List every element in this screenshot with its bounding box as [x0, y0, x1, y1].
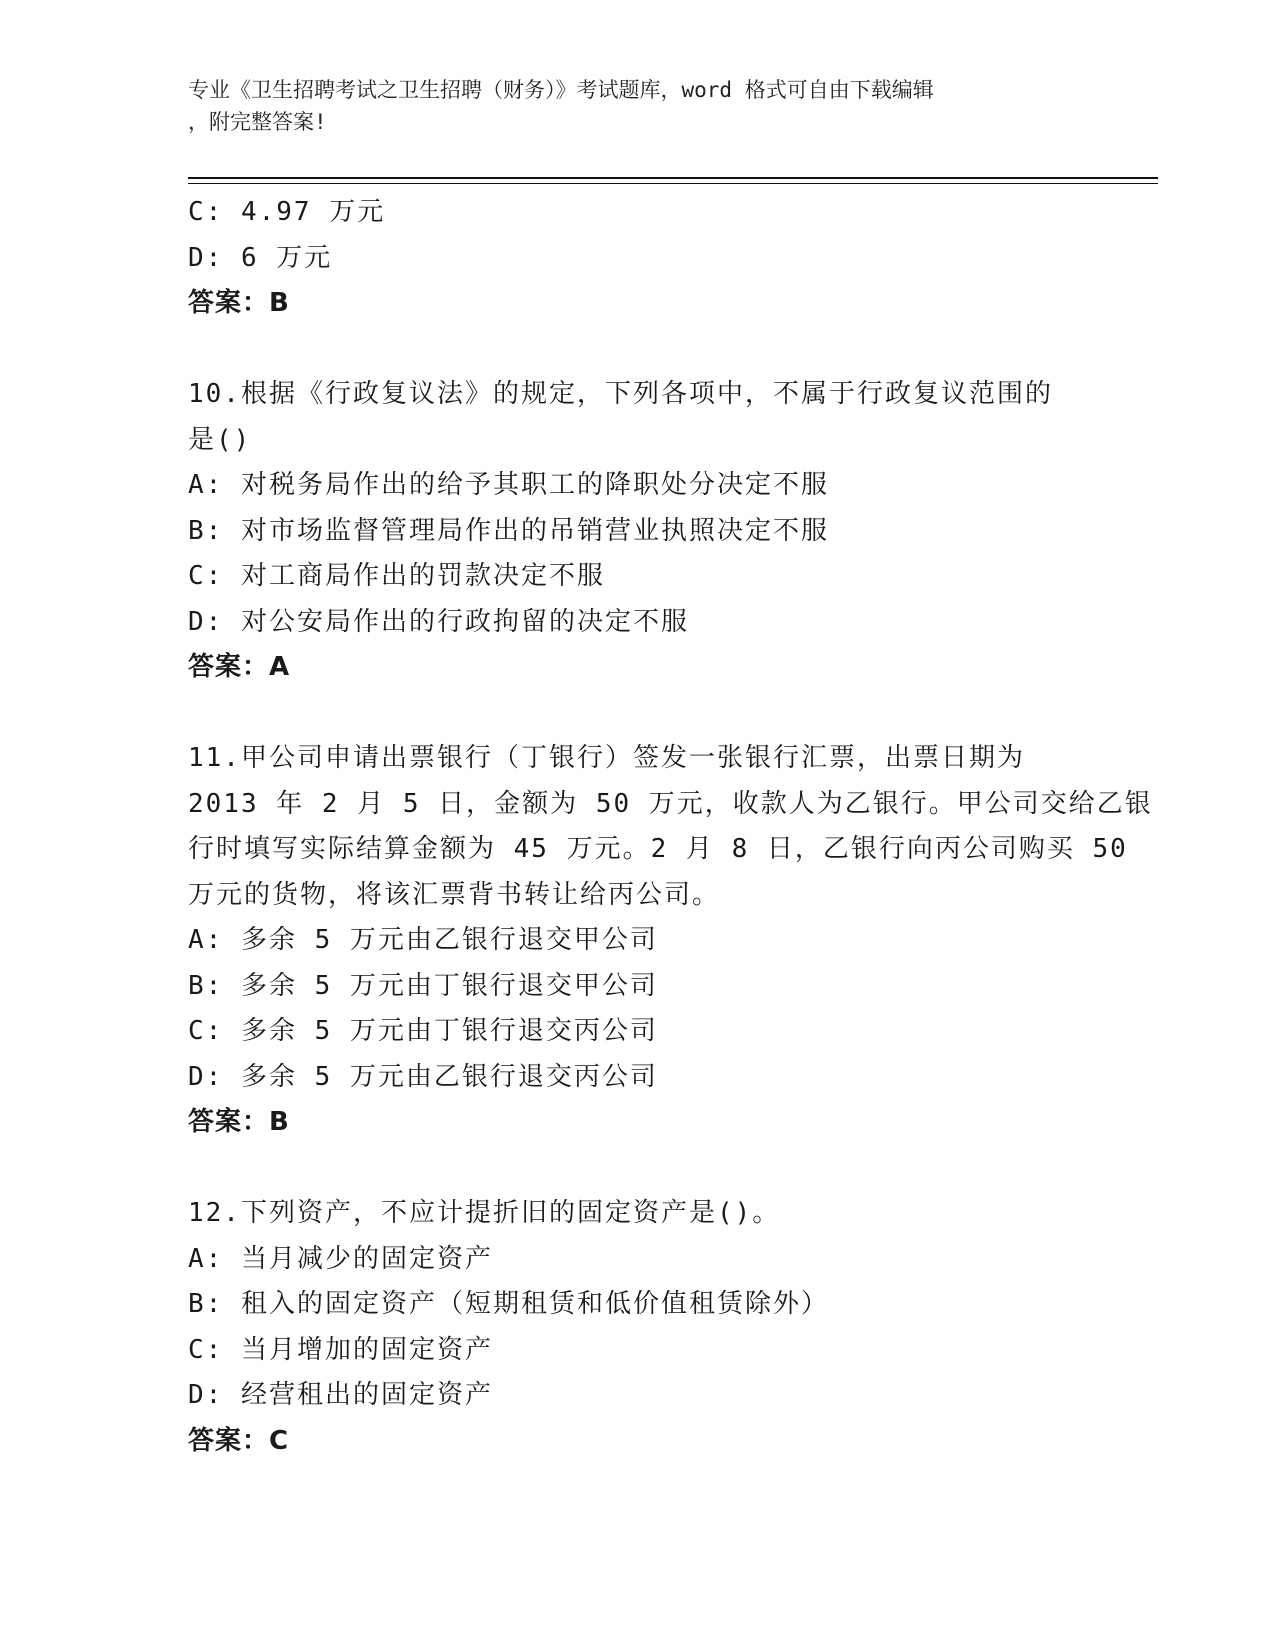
option-d: D: 6 万元	[188, 242, 333, 273]
option-d: D: 对公安局作出的行政拘留的决定不服	[188, 606, 689, 637]
question-11	[188, 736, 1153, 1146]
option-d: D: 经营租出的固定资产	[188, 1380, 493, 1410]
option-a: A: 对税务局作出的给予其职工的降职处分决定不服	[188, 470, 829, 500]
question-stem-line: 2013 年 2 月 5 日，金额为 50 万元，收款人为乙银行。甲公司交给乙银	[188, 788, 1153, 819]
question-12	[188, 1191, 1088, 1464]
question-stem-line: 11.甲公司申请出票银行（丁银行）签发一张银行汇票，出票日期为	[188, 743, 1025, 773]
spacer	[188, 691, 1088, 737]
answer-line: 答案：A	[188, 652, 291, 682]
option-b: B: 对市场监督管理局作出的吊销营业执照决定不服	[188, 515, 829, 546]
option-c: C: 4.97 万元	[188, 197, 386, 227]
spacer	[188, 327, 1088, 373]
header-line-2: ，附完整答案!	[188, 110, 327, 134]
option-a: A: 当月减少的固定资产	[188, 1243, 493, 1274]
question-stem-line: 万元的货物，将该汇票背书转让给丙公司。	[188, 879, 721, 910]
question-stem-line: 是()	[188, 424, 252, 455]
question-stem-line: 行时填写实际结算金额为 45 万元。2 月 8 日，乙银行向丙公司购买 50	[188, 834, 1128, 864]
question-9-continued	[188, 190, 1088, 327]
question-10	[188, 372, 1088, 691]
option-b: B: 多余 5 万元由丁银行退交甲公司	[188, 970, 658, 1001]
answer-line: 答案：B	[188, 288, 290, 318]
option-c: C: 对工商局作出的罚款决定不服	[188, 561, 605, 591]
option-c: C: 当月增加的固定资产	[188, 1334, 493, 1365]
document-header	[188, 74, 1068, 138]
option-b: B: 租入的固定资产（短期租赁和低价值租赁除外）	[188, 1289, 829, 1319]
spacer	[188, 1146, 1088, 1192]
question-stem-line: 10.根据《行政复议法》的规定，下列各项中，不属于行政复议范围的	[188, 379, 1053, 409]
answer-line: 答案：C	[188, 1425, 290, 1456]
header-divider-thick	[188, 177, 1158, 179]
question-stem-line: 12.下列资产，不应计提折旧的固定资产是()。	[188, 1198, 781, 1228]
answer-line: 答案：B	[188, 1107, 290, 1137]
option-c: C: 多余 5 万元由丁银行退交丙公司	[188, 1016, 658, 1046]
header-divider-thin	[188, 183, 1158, 184]
option-d: D: 多余 5 万元由乙银行退交丙公司	[188, 1061, 658, 1092]
question-list	[188, 190, 1153, 1464]
option-a: A: 多余 5 万元由乙银行退交甲公司	[188, 925, 658, 955]
header-line-1: 专业《卫生招聘考试之卫生招聘（财务）》考试题库，word 格式可自由下载编辑	[188, 78, 934, 102]
